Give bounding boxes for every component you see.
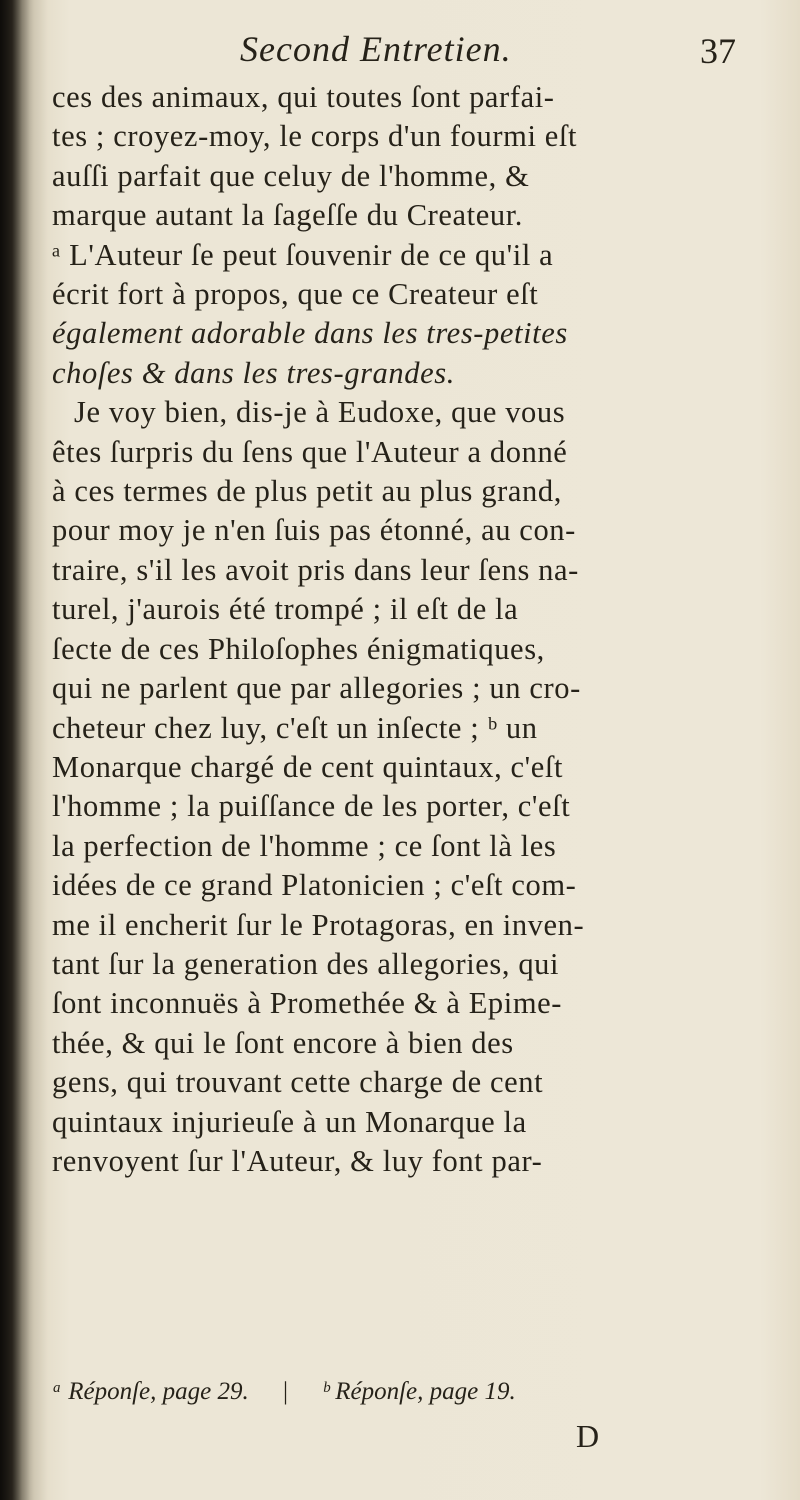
text-line: à ces termes de plus petit au plus grand, [52,474,562,509]
text-line: tant ſur la generation des allegories, qui [52,946,560,981]
text-line: cheteur chez luy, c'eſt un inſecte ; ᵇ un [52,710,538,745]
text-line: également adorable dans les tres-petites [52,316,568,351]
text-line: renvoyent ſur l'Auteur, & luy font par- [52,1143,543,1178]
footnote-a: ᵃ Réponſe, page 29. [52,1378,249,1405]
signature-mark: D [576,1418,600,1454]
body-text [52,78,742,1181]
text-line: tes ; croyez-moy, le corps d'un fourmi eſt [52,119,578,154]
text-line: marque autant la ſageſſe du Createur. [52,198,524,233]
footnote-b: ᵇ Réponſe, page 19. [322,1378,516,1405]
binding-gutter [0,0,30,1500]
text-line: turel, j'aurois été trompé ; il eſt de la [52,592,519,627]
text-line: pour moy je n'en ſuis pas étonné, au con- [52,513,576,548]
footnote-separator: | [282,1378,288,1405]
text-line: Monarque chargé de cent quintaux, c'eſt [52,749,564,784]
text-line: ſont inconnuës à Promethée & à Epime- [52,986,563,1021]
text-line: traire, s'il les avoit pris dans leur ſens na- [52,552,579,587]
text-line: ſecte de ces Philoſophes énigmatiques, [52,631,545,666]
text-line: la perfection de l'homme ; ce ſont là les [52,828,557,863]
text-line: me il encherit ſur le Protagoras, en inven- [52,907,585,942]
text-line: quintaux injurieuſe à un Monarque la [52,1104,527,1139]
running-head [52,20,742,72]
text-block [52,20,742,1181]
text-line: ᵃ L'Auteur ſe peut ſouvenir de ce qu'il a [52,237,554,272]
text-line: Je voy bien, dis-je à Eudoxe, que vous [74,395,566,430]
text-line: auſſi parfait que celuy de l'homme, & [52,158,530,193]
footnotes [52,1378,742,1406]
text-line: qui ne parlent que par allegories ; un cro- [52,671,581,706]
text-line: l'homme ; la puiſſance de les porter, c'eſt [52,789,571,824]
text-line: gens, qui trouvant cette charge de cent [52,1065,544,1100]
text-line: thée, & qui le ſont encore à bien des [52,1025,514,1060]
text-line: idées de ce grand Platonicien ; c'eſt com- [52,868,577,903]
text-line: ces des animaux, qui toutes ſont parfai- [52,80,555,114]
text-line: écrit fort à propos, que ce Createur eſt [52,277,539,312]
page-number: 37 [700,31,736,71]
running-title: Second Entretien. [240,29,512,69]
text-line: choſes & dans les tres-grandes. [52,355,455,390]
text-line: êtes ſurpris du ſens que l'Auteur a donné [52,434,568,469]
